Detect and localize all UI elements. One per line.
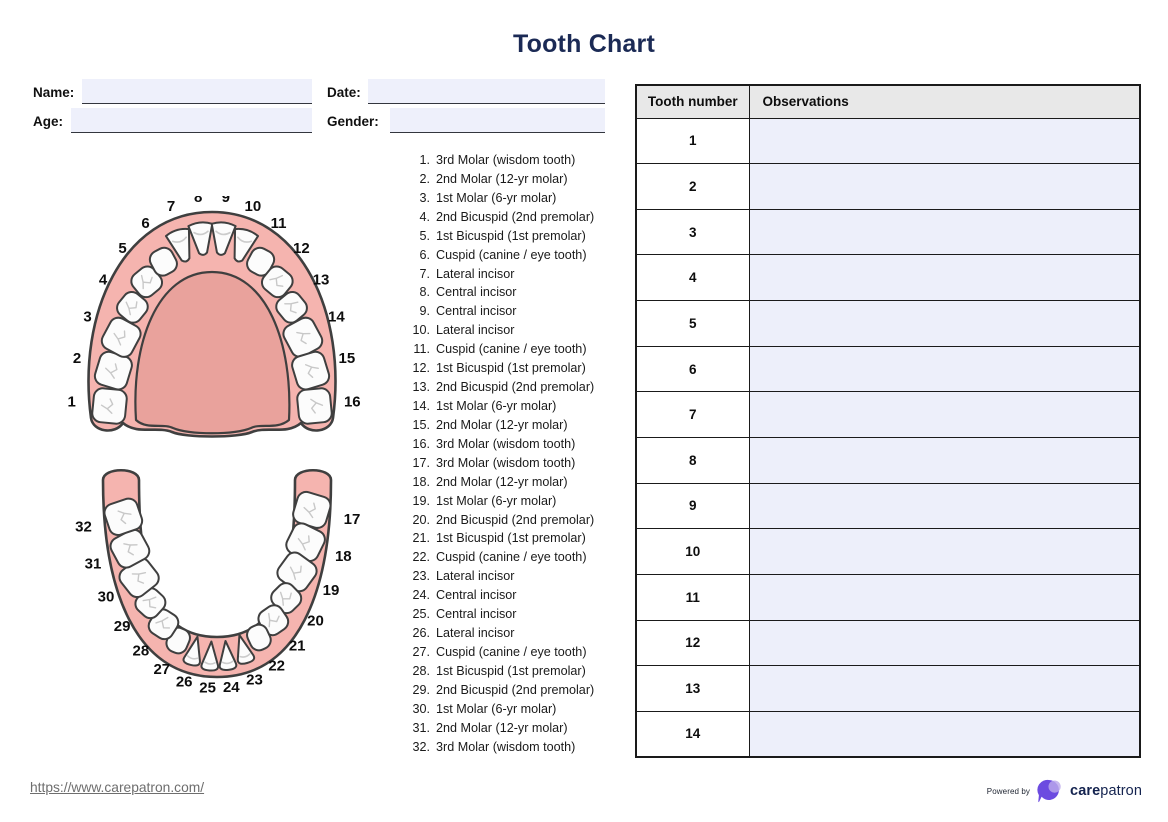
tooth-list-item [404,151,634,170]
tooth-list-item [404,321,634,340]
tooth-number-label: 6 [141,214,150,232]
tooth-shape [296,387,332,424]
tooth-number-header: Tooth number [636,85,749,118]
tooth-list-number: 25. [412,607,430,622]
tooth-list-name: Lateral incisor [436,323,515,338]
tooth-list-number: 26. [412,626,430,641]
tooth-number-label: 26 [175,673,193,691]
tooth-list-item [404,189,634,208]
lower-teeth-diagram [55,455,370,715]
table-row [636,711,1140,757]
observation-cell[interactable] [749,711,1140,757]
name-label: Name: [33,85,75,100]
tooth-number-label: 5 [118,239,127,257]
tooth-number-label: 16 [343,393,361,411]
tooth-number-cell: 4 [636,255,749,301]
table-row [636,301,1140,347]
observation-cell[interactable] [749,209,1140,255]
tooth-list-name: Central incisor [436,588,517,603]
tooth-list-name: Cuspid (canine / eye tooth) [436,550,587,565]
tooth-list-number: 4. [419,209,430,224]
tooth-number-label: 25 [199,679,216,697]
tooth-list-item [404,170,634,189]
tooth-list-number: 13. [412,380,430,395]
tooth-list-item [404,378,634,397]
tooth-number-cell: 8 [636,437,749,483]
tooth-list-item [404,435,634,454]
tooth-list-number: 22. [412,550,430,565]
tooth-name-list [404,151,634,757]
tooth-list-name: 3rd Molar (wisdom tooth) [436,436,576,451]
tooth-number-label: 31 [84,555,102,573]
table-row [636,483,1140,529]
tooth-list-name: Cuspid (canine / eye tooth) [436,342,587,357]
table-row [636,209,1140,255]
tooth-list-name: 1st Bicuspid (1st premolar) [436,663,586,678]
observation-cell[interactable] [749,666,1140,712]
gender-label: Gender: [327,114,379,129]
tooth-list-name: 1st Bicuspid (1st premolar) [436,531,586,546]
observation-cell[interactable] [749,301,1140,347]
tooth-list-item [404,511,634,530]
tooth-number-label: 19 [322,582,340,600]
tooth-list-item [404,359,634,378]
tooth-number-cell: 7 [636,392,749,438]
tooth-list-item [404,340,634,359]
tooth-list-number: 7. [419,266,430,281]
tooth-list-item [404,473,634,492]
tooth-list-item [404,246,634,265]
tooth-list-number: 6. [419,247,430,262]
tooth-list-name: 2nd Bicuspid (2nd premolar) [436,512,595,527]
table-row [636,164,1140,210]
tooth-list-number: 9. [419,304,430,319]
tooth-number-cell: 2 [636,164,749,210]
tooth-list-name: 1st Bicuspid (1st premolar) [436,228,586,243]
tooth-list-item [404,397,634,416]
tooth-number-label: 2 [72,349,82,367]
tooth-list-item [404,662,634,681]
tooth-list-number: 14. [412,398,430,413]
tooth-list-number: 19. [412,493,430,508]
tooth-list-number: 12. [412,361,430,376]
table-row [636,118,1140,164]
tooth-number-label: 17 [343,510,361,528]
tooth-list-number: 10. [412,323,430,338]
upper-teeth-diagram [55,196,370,441]
tooth-number-label: 3 [83,308,92,326]
tooth-list-item [404,492,634,511]
tooth-number-label: 8 [194,196,203,207]
tooth-number-label: 13 [312,271,330,289]
observation-cell[interactable] [749,255,1140,301]
tooth-number-cell: 6 [636,346,749,392]
tooth-number-label: 1 [67,393,76,411]
tooth-list-item [404,529,634,548]
tooth-number-label: 30 [97,588,115,606]
tooth-number-label: 7 [166,197,176,215]
tooth-list-item [404,548,634,567]
observation-cell[interactable] [749,392,1140,438]
tooth-list-item [404,416,634,435]
observation-cell[interactable] [749,164,1140,210]
tooth-list-number: 27. [412,644,430,659]
tooth-list-name: 2nd Bicuspid (2nd premolar) [436,209,595,224]
tooth-list-item [404,738,634,757]
tooth-list-number: 3. [419,190,430,205]
tooth-number-label: 29 [113,618,131,635]
observation-cell[interactable] [749,437,1140,483]
tooth-list-name: Central incisor [436,607,517,622]
tooth-list-item [404,624,634,643]
tooth-number-cell: 10 [636,529,749,575]
table-row [636,392,1140,438]
tooth-list-number: 11. [413,342,430,357]
tooth-list-name: 2nd Molar (12-yr molar) [436,720,568,735]
tooth-number-label: 14 [328,308,345,326]
observation-cell[interactable] [749,574,1140,620]
tooth-list-number: 31. [412,720,430,735]
tooth-list-number: 32. [412,739,430,754]
tooth-number-label: 28 [132,642,150,660]
table-row [636,666,1140,712]
tooth-list-item [404,643,634,662]
tooth-list-number: 8. [419,285,430,300]
tooth-list-item [404,302,634,321]
tooth-list-number: 20. [412,512,430,527]
tooth-list-name: 2nd Molar (12-yr molar) [436,171,568,186]
table-row [636,437,1140,483]
date-label: Date: [327,85,361,100]
tooth-number-label: 18 [334,548,352,565]
tooth-shape [91,387,127,424]
tooth-list-item [404,283,634,302]
tooth-list-name: 2nd Molar (12-yr molar) [436,417,568,432]
tooth-list-name: 1st Molar (6-yr molar) [436,398,557,413]
observation-cell[interactable] [749,118,1140,164]
tooth-list-name: Central incisor [436,304,517,319]
tooth-list-name: Lateral incisor [436,626,515,641]
tooth-number-label: 27 [153,661,171,678]
brand-name: carepatron [1070,783,1142,799]
tooth-list-name: 1st Bicuspid (1st premolar) [436,361,586,376]
tooth-list-name: Cuspid (canine / eye tooth) [436,247,587,262]
observation-cell[interactable] [749,529,1140,575]
tooth-list-name: Lateral incisor [436,569,515,584]
table-row [636,255,1140,301]
tooth-list-name: 1st Molar (6-yr molar) [436,493,557,508]
age-input[interactable] [71,108,312,133]
tooth-number-cell: 3 [636,209,749,255]
observation-cell[interactable] [749,620,1140,666]
tooth-list-number: 29. [412,682,430,697]
tooth-list-number: 2. [419,171,430,186]
tooth-number-label: 23 [246,671,263,689]
tooth-list-item [404,208,634,227]
observation-cell[interactable] [749,346,1140,392]
tooth-list-item [404,700,634,719]
tooth-list-name: Lateral incisor [436,266,515,281]
tooth-number-label: 9 [221,196,230,207]
tooth-list-name: 3rd Molar (wisdom tooth) [436,739,576,754]
name-input[interactable] [82,79,312,104]
tooth-list-name: 3rd Molar (wisdom tooth) [436,455,576,470]
tooth-number-cell: 13 [636,666,749,712]
tooth-number-cell: 9 [636,483,749,529]
tooth-list-item [404,227,634,246]
tooth-number-cell: 14 [636,711,749,757]
tooth-list-item [404,567,634,586]
tooth-list-name: 2nd Bicuspid (2nd premolar) [436,380,595,395]
powered-by-badge [987,778,1142,804]
tooth-list-name: 2nd Molar (12-yr molar) [436,474,568,489]
tooth-number-label: 12 [293,239,310,257]
tooth-list-number: 21. [412,531,430,546]
tooth-list-number: 16. [412,436,430,451]
tooth-number-label: 4 [98,271,108,289]
tooth-list-item [404,605,634,624]
tooth-list-number: 17. [412,455,430,470]
tooth-list-number: 18. [412,474,430,489]
tooth-number-label: 11 [270,214,287,232]
table-row [636,529,1140,575]
tooth-list-number: 28. [412,663,430,678]
tooth-number-label: 15 [338,349,356,367]
tooth-number-label: 24 [222,678,240,696]
tooth-number-label: 21 [288,637,306,655]
tooth-list-item [404,719,634,738]
tooth-list-number: 30. [412,701,430,716]
tooth-list-name: 2nd Bicuspid (2nd premolar) [436,682,595,697]
table-row [636,574,1140,620]
tooth-list-number: 15. [412,417,430,432]
observations-table [635,84,1141,758]
gender-input[interactable] [390,108,605,133]
page-title: Tooth Chart [513,30,655,58]
tooth-list-number: 23. [412,569,430,584]
tooth-number-label: 32 [75,518,92,536]
tooth-number-label: 10 [244,197,262,215]
tooth-list-name: Central incisor [436,285,517,300]
tooth-list-number: 24. [412,588,430,603]
footer-link[interactable]: https://www.carepatron.com/ [30,780,205,795]
tooth-number-cell: 5 [636,301,749,347]
tooth-list-name: 1st Molar (6-yr molar) [436,190,557,205]
tooth-number-cell: 1 [636,118,749,164]
table-row [636,620,1140,666]
tooth-list-item [404,681,634,700]
tooth-list-name: 1st Molar (6-yr molar) [436,701,557,716]
tooth-list-number: 1. [419,153,430,167]
tooth-number-cell: 11 [636,574,749,620]
observation-cell[interactable] [749,483,1140,529]
table-row [636,346,1140,392]
tooth-number-cell: 12 [636,620,749,666]
table-header-row [636,85,1140,118]
tooth-list-number: 5. [419,228,430,243]
powered-by-label: Powered by [986,786,1031,796]
observations-header: Observations [749,85,1140,118]
tooth-list-name: 3rd Molar (wisdom tooth) [436,153,576,167]
tooth-list-item [404,265,634,284]
tooth-number-label: 20 [307,612,324,630]
date-input[interactable] [368,79,605,104]
tooth-number-label: 22 [268,657,286,675]
tooth-list-item [404,586,634,605]
carepatron-logo-icon [1037,779,1063,803]
tooth-list-item [404,454,634,473]
age-label: Age: [33,114,63,129]
tooth-list-name: Cuspid (canine / eye tooth) [436,644,587,659]
